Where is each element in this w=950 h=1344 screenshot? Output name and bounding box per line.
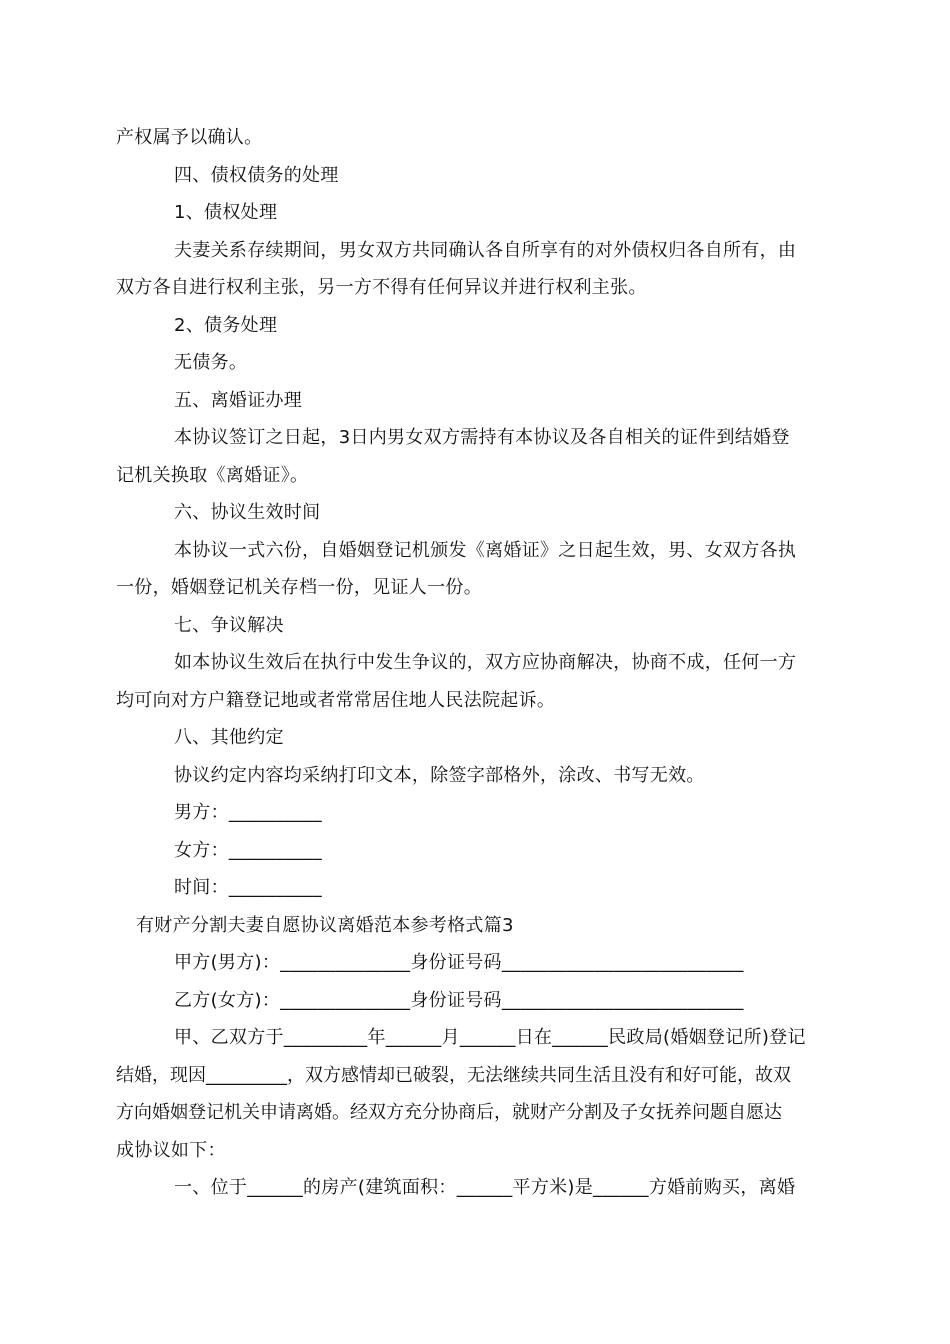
subsection-heading: 2、债务处理	[174, 315, 278, 336]
paragraph-line: 甲、乙双方于_________年______月______日在______民政局(婚姻登记所)登记	[174, 1027, 806, 1048]
section-heading: 八、其他约定	[174, 727, 284, 748]
paragraph-line: 一、位于______的房产(建筑面积：______平方米)是______方婚前购买，离婚	[174, 1177, 796, 1198]
article-title: 有财产分割夫妻自愿协议离婚范本参考格式篇3	[136, 915, 514, 936]
paragraph-line: 夫妻关系存续期间，男女双方共同确认各自所享有的对外债权归各自所有，由	[174, 240, 797, 261]
party-b-line: 乙方(女方)：______________身份证号码__________________________	[174, 990, 744, 1011]
signature-field-date: 时间：__________	[174, 877, 322, 898]
signature-field-husband: 男方：__________	[174, 802, 322, 823]
paragraph-line: 一份，婚姻登记机关存档一份，见证人一份。	[116, 577, 482, 598]
signature-field-wife: 女方：__________	[174, 840, 322, 861]
paragraph-line: 无债务。	[174, 352, 248, 373]
paragraph-line: 如本协议生效后在执行中发生争议的，双方应协商解决，协商不成，任何一方	[174, 652, 797, 673]
paragraph-line: 方向婚姻登记机关申请离婚。经双方充分协商后，就财产分割及子女抚养问题自愿达	[116, 1102, 782, 1123]
subsection-heading: 1、债权处理	[174, 202, 278, 223]
paragraph-line: 结婚，现因_________，双方感情却已破裂，无法继续共同生活且没有和好可能，故双	[116, 1065, 791, 1086]
paragraph-line: 双方各自进行权利主张，另一方不得有任何异议并进行权利主张。	[116, 277, 647, 298]
paragraph-line: 本协议一式六份，自婚姻登记机颁发《离婚证》之日起生效，男、女双方各执	[174, 540, 797, 561]
party-a-line: 甲方(男方)：______________身份证号码__________________________	[174, 952, 744, 973]
section-heading: 六、协议生效时间	[174, 502, 321, 523]
section-heading: 五、离婚证办理	[174, 390, 303, 411]
section-heading: 四、债权债务的处理	[174, 165, 339, 186]
paragraph-line: 产权属予以确认。	[116, 127, 263, 148]
section-heading: 七、争议解决	[174, 615, 284, 636]
paragraph-line: 本协议签订之日起，3日内男女双方需持有本协议及各自相关的证件到结婚登	[174, 427, 790, 448]
paragraph-line: 均可向对方户籍登记地或者常常居住地人民法院起诉。	[116, 690, 556, 711]
paragraph-line: 协议约定内容均采纳打印文本，除签字部格外，涂改、书写无效。	[174, 765, 705, 786]
paragraph-line: 记机关换取《离婚证》。	[116, 465, 309, 486]
paragraph-line: 成协议如下：	[116, 1140, 226, 1161]
